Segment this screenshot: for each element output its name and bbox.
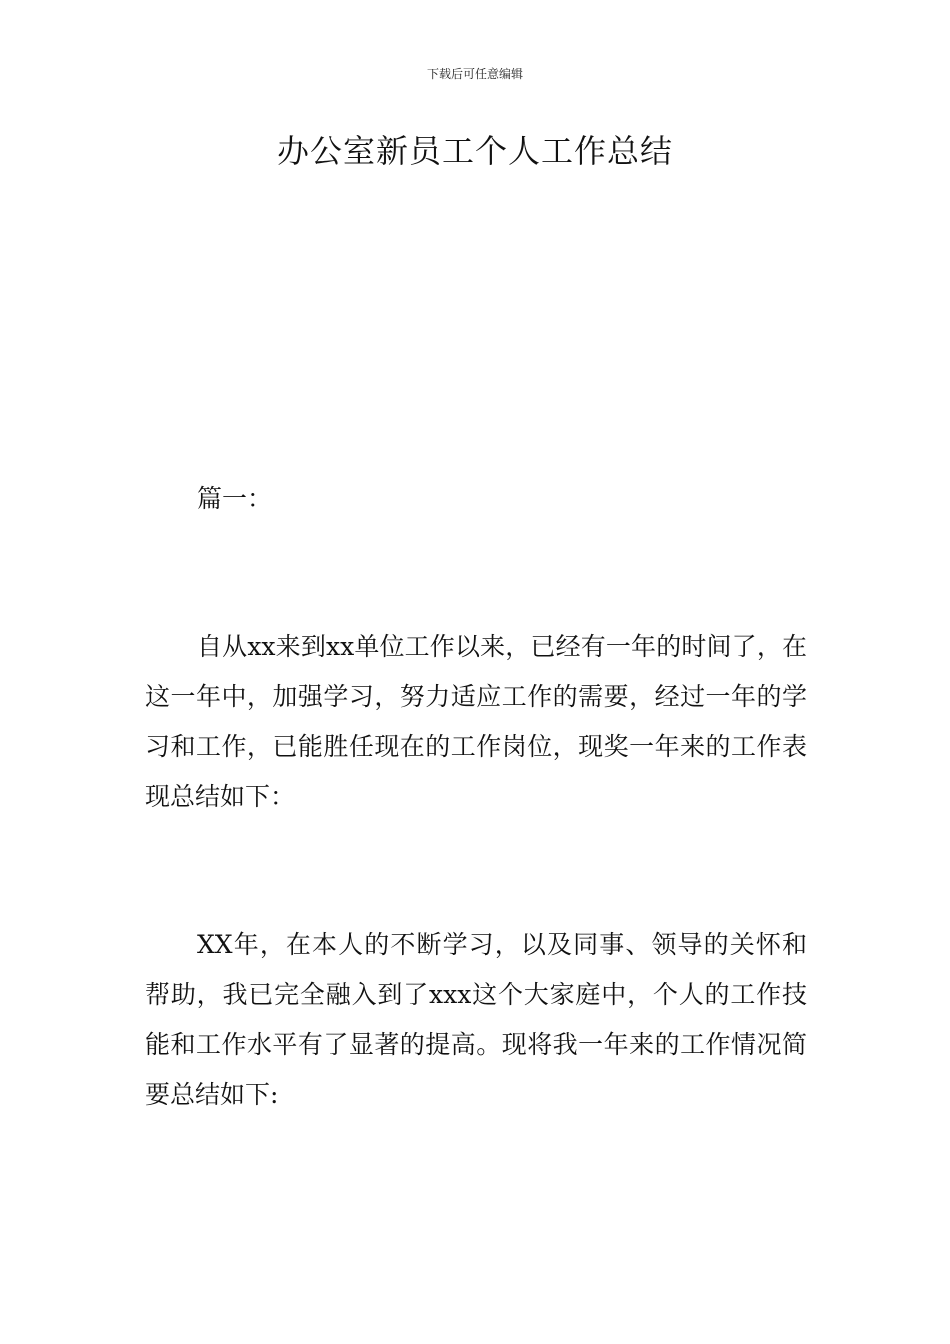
body-paragraph: 自从xx来到xx单位工作以来，已经有一年的时间了，在这一年中，加强学习，努力适应工作的需要，经过一年的学习和工作，已能胜任现在的工作岗位，现奖一年来的工作表现总结如下： bbox=[145, 632, 807, 811]
header-note: 下载后可任意编辑 bbox=[426, 67, 523, 81]
body-paragraph: XX年，在本人的不断学习，以及同事、领导的关怀和帮助，我已完全融入到了xxx这个大家庭中，个人的工作技能和工作水平有了显著的提高。现将我一年来的工作情况简要总结如下: bbox=[145, 930, 807, 1109]
document-title: 办公室新员工个人工作总结 bbox=[276, 132, 673, 170]
section-heading: 篇一： bbox=[197, 484, 273, 513]
